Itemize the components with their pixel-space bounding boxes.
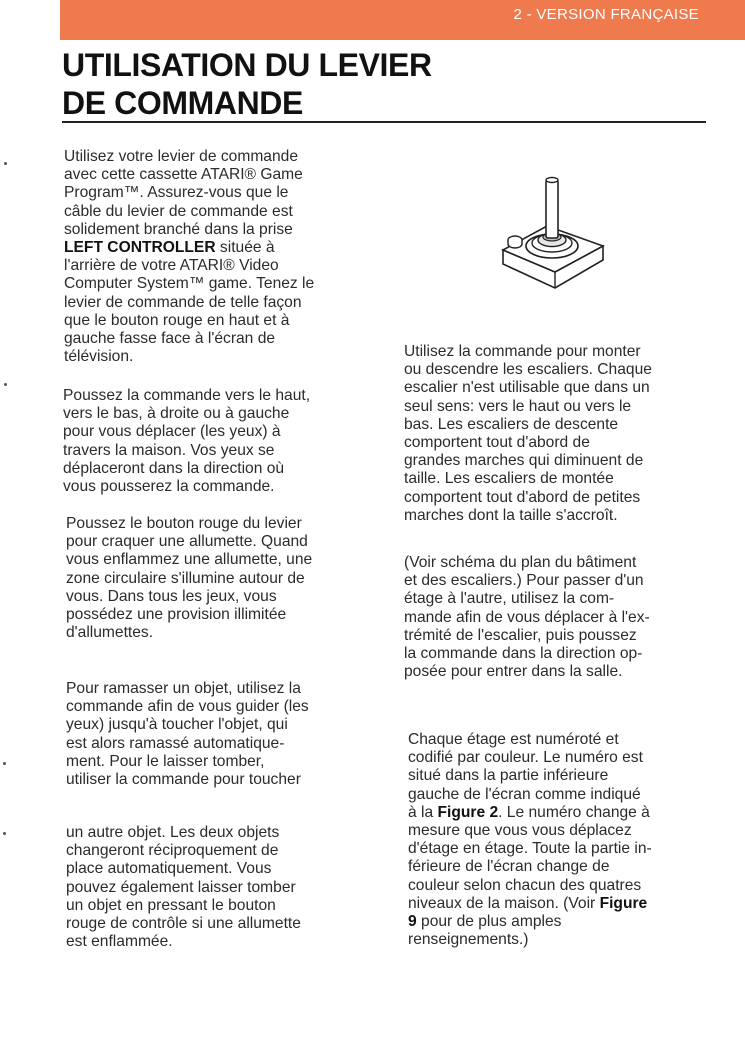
- text-line: posée pour entrer dans la salle.: [404, 663, 623, 681]
- paragraph-floor-change: [404, 554, 709, 681]
- section-label: 2 - VERSION FRANÇAISE: [513, 6, 699, 23]
- paragraph-stairs: [404, 343, 709, 525]
- text-line: place automatiquement. Vous: [66, 860, 272, 878]
- text-line: couleur selon chacun des quatres: [408, 876, 642, 894]
- text-line: étage à l'autre, utilisez la com-: [404, 590, 615, 608]
- title-rule: [62, 121, 706, 123]
- text-line: zone circulaire s'illumine autour de: [66, 569, 305, 587]
- paragraph-matches: [66, 515, 371, 642]
- text-line: levier de commande de telle façon: [64, 293, 302, 311]
- text-line: seul sens: vers le haut ou vers le: [404, 397, 632, 415]
- text-line: télévision.: [64, 348, 134, 366]
- text-line: Program™. Assurez-vous que le: [64, 184, 289, 202]
- text-segment: située à: [215, 239, 275, 257]
- bold-reference: 9: [408, 913, 417, 931]
- text-line: [64, 239, 369, 257]
- text-line: mande afin de vous déplacer à l'ex-: [404, 608, 650, 626]
- text-line: d'allumettes.: [66, 624, 154, 642]
- text-line: la commande dans la direction op-: [404, 645, 643, 663]
- text-segment: niveaux de la maison. (Voir: [408, 894, 600, 912]
- text-line: câble du levier de commande est: [64, 202, 293, 220]
- text-line: possédez une provision illimitée: [66, 606, 287, 624]
- text-line: bas. Les escaliers de descente: [404, 415, 619, 433]
- text-line: avec cette cassette ATARI® Game: [64, 166, 303, 184]
- margin-speck: [4, 162, 7, 165]
- text-segment: . Le numéro change à: [498, 803, 650, 821]
- text-line: pouvez également laisser tomber: [66, 878, 296, 896]
- text-line: et des escaliers.) Pour passer d'un: [404, 572, 644, 590]
- paragraph-drop-object: [66, 824, 371, 951]
- margin-speck: [3, 832, 6, 835]
- margin-speck: [4, 383, 7, 386]
- text-line: vous enflammez une allumette, une: [66, 551, 313, 569]
- text-line: est alors ramassé automatique-: [66, 734, 285, 752]
- text-line: déplaceront dans la direction où: [63, 459, 285, 477]
- paragraph-pick-up-object: [66, 680, 371, 789]
- text-line: un autre objet. Les deux objets: [66, 824, 280, 841]
- text-line: Poussez la commande vers le haut,: [63, 387, 311, 404]
- text-line: que le bouton rouge en haut et à: [64, 311, 290, 329]
- bold-reference: Figure 2: [437, 803, 499, 821]
- text-line: vous pousserez la commande.: [63, 478, 275, 496]
- text-line: l'arrière de votre ATARI® Video: [64, 257, 279, 275]
- text-line: un objet en pressant le bouton: [66, 896, 276, 914]
- paragraph-controller-setup: [64, 148, 369, 366]
- text-line: Utilisez votre levier de commande: [64, 148, 298, 165]
- text-line: taille. Les escaliers de montée: [404, 470, 614, 488]
- text-line: Computer System™ game. Tenez le: [64, 275, 315, 293]
- section-header-bar: [60, 0, 745, 40]
- paragraph-floor-numbering: [408, 731, 713, 949]
- text-line: pour vous déplacer (les yeux) à: [63, 423, 281, 441]
- bold-reference: Figure: [599, 894, 648, 912]
- text-line: renseignements.): [408, 931, 529, 949]
- text-line: comportent tout d'abord de: [404, 434, 590, 452]
- text-line: [408, 913, 713, 931]
- text-line: mesure que vous vous déplacez: [408, 822, 632, 840]
- text-line: codifié par couleur. Le numéro est: [408, 749, 643, 767]
- text-line: solidement branché dans la prise: [64, 220, 293, 238]
- text-line: travers la maison. Vos yeux se: [63, 441, 275, 459]
- text-line: pour craquer une allumette. Quand: [66, 533, 308, 551]
- text-line: gauche fasse face à l'écran de: [64, 330, 276, 348]
- bold-reference: LEFT CONTROLLER: [64, 239, 216, 257]
- text-line: Poussez le bouton rouge du levier: [66, 515, 302, 532]
- paragraph-movement: [63, 387, 368, 496]
- text-line: d'étage en étage. Toute la partie in-: [408, 840, 652, 858]
- text-segment: pour de plus amples: [416, 913, 562, 931]
- page-title-line-1: UTILISATION DU LEVIER: [62, 47, 432, 83]
- text-line: vous. Dans tous les jeux, vous: [66, 587, 277, 605]
- text-line: gauche de l'écran comme indiqué: [408, 785, 641, 803]
- text-line: yeux) jusqu'à toucher l'objet, qui: [66, 716, 288, 734]
- text-line: situé dans la partie inférieure: [408, 767, 609, 785]
- text-line: marches dont la taille s'accroît.: [404, 506, 618, 524]
- text-line: escalier n'est utilisable que dans un: [404, 379, 650, 397]
- text-line: trémité de l'escalier, puis poussez: [404, 626, 637, 644]
- text-line: est enflammée.: [66, 933, 173, 951]
- text-line: Utilisez la commande pour monter: [404, 343, 641, 360]
- page-title-line-2: DE COMMANDE: [62, 85, 303, 121]
- text-line: rouge de contrôle si une allumette: [66, 915, 301, 933]
- text-line: grandes marches qui diminuent de: [404, 452, 644, 470]
- text-line: [408, 895, 713, 913]
- joystick-icon: [495, 172, 610, 292]
- text-segment: à la: [408, 803, 438, 821]
- text-line: Pour ramasser un objet, utilisez la: [66, 680, 301, 697]
- text-line: vers le bas, à droite ou à gauche: [63, 405, 290, 423]
- text-line: utiliser la commande pour toucher: [66, 771, 301, 789]
- text-line: commande afin de vous guider (les: [66, 698, 309, 716]
- page-title: [62, 46, 622, 122]
- text-line: Chaque étage est numéroté et: [408, 731, 619, 748]
- text-line: férieure de l'écran change de: [408, 858, 610, 876]
- text-line: ou descendre les escaliers. Chaque: [404, 361, 652, 379]
- text-line: ment. Pour le laisser tomber,: [66, 752, 265, 770]
- text-line: (Voir schéma du plan du bâtiment: [404, 554, 637, 571]
- text-line: changeront réciproquement de: [66, 842, 279, 860]
- margin-speck: [3, 762, 6, 765]
- text-line: [408, 804, 713, 822]
- text-line: comportent tout d'abord de petites: [404, 488, 641, 506]
